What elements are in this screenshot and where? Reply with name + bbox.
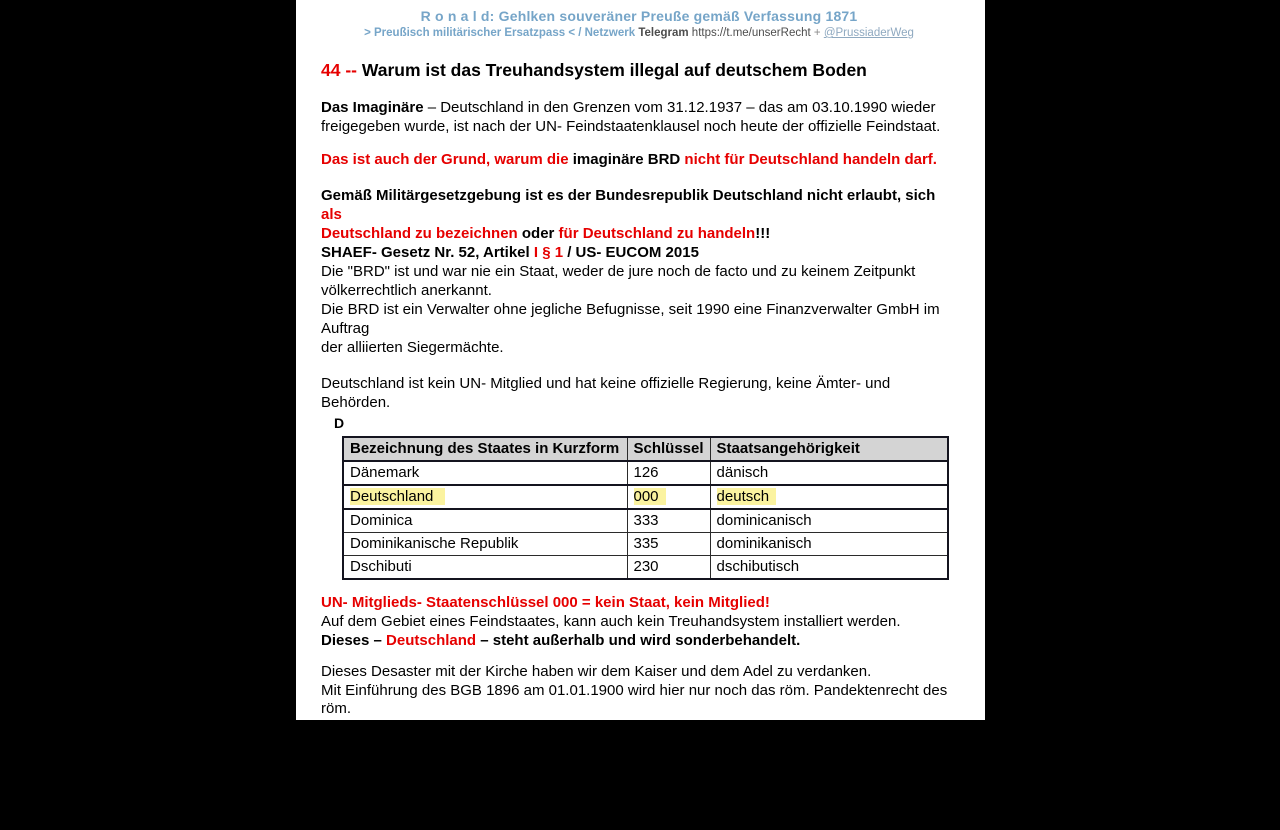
telegram-url-link[interactable]: https://t.me/unserRecht — [691, 27, 811, 39]
paragraph-imaginaere: Das Imaginäre – Deutschland in den Grenzen vom 31.12.1937 – das am 03.10.1990 wieder freigegeben wurde, ist nach der UN- Feindstaatenklausel noch heute der offizielle Feindstaat. — [321, 99, 941, 135]
paragraph-un-membership: Deutschland ist kein UN- Mitglied und hat keine offizielle Regierung, keine Ämter- und Behörden. — [321, 375, 891, 411]
state-key-table — [342, 436, 949, 580]
table-header-row — [343, 437, 948, 461]
telegram-label: Telegram — [638, 27, 689, 39]
table-row: Dominikanische Republik 335 dominikanisch — [343, 533, 948, 556]
col-header-key: Schlüssel — [627, 437, 710, 461]
paragraph-key-000: UN- Mitglieds- Staatenschlüssel 000 = kein Staat, kein Mitglied! — [321, 594, 770, 611]
page-title — [321, 60, 957, 81]
col-header-state: Bezeichnung des Staates in Kurzform — [343, 437, 627, 461]
title-number: 44 -- — [321, 60, 357, 80]
paragraph-feindstaat: Auf dem Gebiet eines Feindstaates, kann auch kein Treuhandsystem installiert werden. — [321, 613, 901, 630]
closing-statement: Man sollte nicht allen Lügen aus dem Kaiserreich Glauben schenken. — [392, 811, 886, 828]
network-label: > Preußisch militärischer Ersatzpass < / Netzwerk — [364, 27, 636, 39]
shaef-line: SHAEF- Gesetz Nr. 52, Artikel I § 1 / US- EUCOM 2015 — [321, 244, 699, 261]
paragraph-history: Dieses Desaster mit der Kirche haben wir dem Kaiser und dem Adel zu verdanken. Mit Einführung des BGB 1896 am 01.01.1900 wird hier nur noch das röm. Pandektenrecht des röm. Kaisers Justinian aus dem Jahr 533 zur Anwendung gebracht. Bismarck hatte seinen Kulturkampf mit der Kirche von 1871 bis 1878, der Streit und Kampf, welches Recht Anwendung finden soll, - Romanisten / Germanisten – ging aber noch viele Jahre weiter. Am Ende hat sich der Boss, die Kirche (Klerus) durchgesetzt. Man sollte nicht allen Lügen aus dem Kaiserreich Glauben schenken. — [321, 663, 957, 830]
plus-separator: + — [813, 27, 821, 39]
paragraph-sonderbehandelt: Dieses – Deutschland – steht außerhalb und wird sonderbehandelt. — [321, 632, 801, 649]
document-header — [321, 8, 957, 39]
table-row: Dänemark 126 dänisch — [343, 461, 948, 485]
table-label-d: D — [334, 415, 345, 431]
table-row: Dominica 333 dominicanisch — [343, 509, 948, 533]
document-page — [296, 0, 985, 828]
network-line — [321, 27, 957, 39]
prussiaderweg-link[interactable]: @PrussiaderWeg — [823, 27, 914, 39]
imaginaere-lead: Das Imaginäre — [321, 99, 424, 116]
table-row: Dschibuti 230 dschibutisch — [343, 556, 948, 580]
author-line: R o n a l d: Gehlken souveräner Preuße gemäß Verfassung 1871 — [420, 8, 858, 24]
table-row-highlighted: Deutschland 000 deutsch — [343, 485, 948, 509]
title-text: Warum ist das Treuhandsystem illegal auf deutschem Boden — [356, 60, 867, 80]
paragraph-reason: Das ist auch der Grund, warum die imaginäre BRD nicht für Deutschland handeln darf. — [321, 151, 937, 168]
col-header-nationality: Staatsangehörigkeit — [710, 437, 948, 461]
paragraph-military-law: Gemäß Militärgesetzgebung ist es der Bundesrepublik Deutschland nicht erlaubt, sich als Deutschland zu bezeichnen oder für Deutschland zu handeln!!! SHAEF- Gesetz Nr. 52, Artikel I § 1 / US- EUCOM 2015 Die "BRD" ist und war nie ein Staat, weder de jure noch de facto und zu keinem Zeitpunkt völkerrechtlich anerkannt. Die BRD ist ein Verwalter ohne jegliche Befugnisse, seit 1990 eine Finanzverwalter GmbH im Auftrag der alliierten Siegermächte. — [321, 186, 957, 357]
